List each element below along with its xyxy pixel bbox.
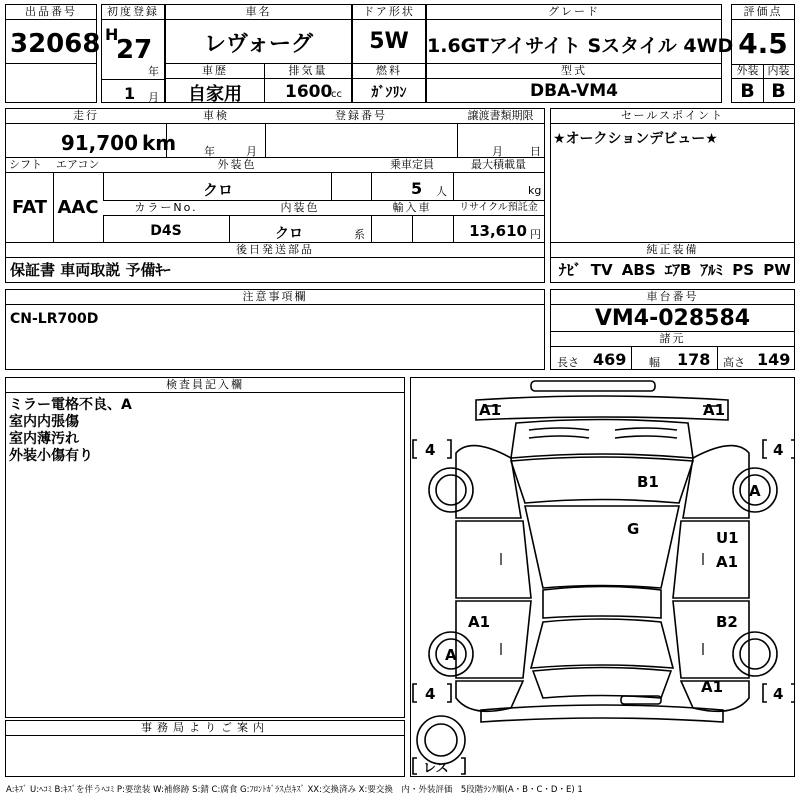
tire-depth-rear-left: 4 — [425, 685, 436, 703]
displacement: 1600 — [285, 82, 333, 102]
int-color-label: 内装色 — [229, 201, 371, 216]
score: 4.5 — [738, 27, 788, 60]
recycle-unit: 円 — [530, 228, 541, 241]
spare-tire-note: レス — [423, 761, 449, 776]
import-label: 輸入車 — [371, 201, 453, 216]
int-score: B — [771, 80, 786, 102]
car-name-label: 車名 — [166, 5, 351, 20]
door-type: 5W — [369, 29, 409, 54]
history: 自家用 — [188, 84, 242, 105]
displacement-label: 排気量 — [265, 64, 351, 79]
inspector-label: 検査員記入欄 — [6, 378, 404, 393]
later-parts: 保証書 車両取説 予備ｷｰ — [10, 261, 171, 279]
width-label: 幅 — [649, 356, 660, 369]
width: 178 — [677, 350, 711, 369]
insp-year-unit: 年 — [204, 145, 215, 158]
grade: 1.6GTアイサイト Sスタイル 4WD — [427, 35, 734, 57]
int-color: クロ — [275, 226, 303, 242]
inspector-line: 室内内張傷 — [9, 414, 79, 430]
inspector-line: ミラー電格不良、A — [9, 397, 132, 413]
notes-text: CN-LR700D — [10, 311, 99, 327]
mileage-label: 走行 — [6, 109, 166, 124]
transfer-month-unit: 月 — [492, 145, 503, 158]
ext-score: B — [740, 80, 755, 102]
shift-label: シフト — [6, 158, 53, 173]
inspector-line: 外装小傷有り — [9, 448, 93, 464]
mark-a1-rear-right: A1 — [701, 678, 724, 696]
load-label: 最大積載量 — [453, 158, 544, 173]
mileage-unit: km — [142, 131, 177, 155]
damage-diagram — [410, 377, 795, 777]
chassis-box — [550, 289, 795, 370]
history-label: 車歴 — [166, 64, 264, 79]
inspector-line: 室内薄汚れ — [9, 431, 79, 447]
office-box — [5, 720, 405, 777]
spec-label: 諸元 — [551, 331, 794, 347]
ext-label: 外装 — [732, 64, 763, 79]
int-color-unit: 系 — [354, 228, 365, 241]
fuel-box — [352, 63, 426, 103]
mark-g: G — [627, 520, 640, 538]
reg-month: 1 — [124, 84, 136, 103]
mark-b1: B1 — [637, 473, 659, 491]
transfer-day-unit: 日 — [530, 145, 541, 158]
chassis-label: 車台番号 — [551, 290, 794, 305]
mileage: 91,700 — [60, 131, 138, 155]
car-name: レヴォーグ — [203, 32, 314, 57]
mark-a-right-front: A — [749, 482, 761, 500]
first-reg-label: 初度登録 — [102, 5, 164, 20]
lot-label: 出品番号 — [6, 5, 96, 20]
history-box — [165, 63, 265, 103]
insp-month-unit: 月 — [246, 145, 257, 158]
later-label: 後日発送部品 — [6, 243, 544, 258]
sales-label: セールスポイント — [551, 109, 794, 124]
reg-year: 27 — [116, 35, 153, 65]
sales-box — [550, 108, 795, 283]
transfer-label: 譲渡書類期限 — [457, 109, 544, 124]
car-outline-diagram — [411, 378, 794, 776]
displacement-box — [264, 63, 352, 103]
legend: A:ｷｽﾞ U:ﾍｺﾐ B:ｷｽﾞを伴うﾍｺﾐ P:要塗装 W:補修跡 S:錆 C:腐食 G:ﾌﾛﾝﾄｶﾞﾗｽ点ｷｽﾞ XX:交換済み X:要交換 内・外装評価 5段階ﾗﾝｸ順(A・B・C・D・E) 1 — [6, 785, 583, 795]
regno-label: 登録番号 — [265, 109, 457, 124]
model-label: 型式 — [427, 64, 721, 79]
mark-a1-front-right: A1 — [703, 401, 726, 419]
mark-a1-front-left: A1 — [479, 401, 502, 419]
length-label: 長さ — [557, 356, 579, 369]
model: DBA-VM4 — [530, 81, 618, 101]
fuel-label: 燃料 — [353, 64, 425, 79]
equip-list: ﾅﾋﾞ TV ABS ｴｱB ｱﾙﾐ PS PW — [559, 261, 791, 279]
door-label: ドア形状 — [353, 5, 425, 20]
equip-label: 純正装備 — [551, 243, 794, 258]
notes-box — [5, 289, 545, 370]
car-name-box — [165, 4, 352, 64]
ext-color: クロ — [202, 181, 233, 199]
mark-u1: U1 — [716, 529, 739, 547]
recycle: 13,610 — [469, 222, 527, 240]
grade-box — [426, 4, 734, 64]
first-reg-box — [101, 4, 165, 103]
tire-depth-front-right: 4 — [773, 441, 784, 459]
tire-depth-front-left: 4 — [425, 441, 436, 459]
ac-label: エアコン — [53, 158, 103, 173]
fuel: ｶﾞｿﾘﾝ — [371, 85, 407, 101]
mark-a1-right-mid: A1 — [716, 553, 739, 571]
grade-label: グレード — [427, 5, 721, 20]
lot-box — [5, 4, 101, 103]
sales-text: ★オークションデビュー★ — [553, 131, 718, 147]
score-box — [731, 4, 795, 103]
recycle-label: リサイクル預託金 — [453, 201, 544, 216]
chassis-number: VM4-028584 — [594, 306, 751, 331]
load-unit: kg — [528, 184, 542, 197]
length: 469 — [593, 350, 627, 369]
office-label: 事務局よりご案内 — [6, 721, 404, 736]
int-label: 内装 — [763, 64, 794, 79]
height: 149 — [757, 350, 791, 369]
capacity-unit: 人 — [436, 185, 447, 198]
capacity-label: 乗車定員 — [371, 158, 453, 173]
door-box — [352, 4, 426, 64]
reg-month-unit: 月 — [148, 91, 159, 104]
colorno: D4S — [150, 223, 182, 239]
capacity: 5 — [411, 179, 423, 198]
model-box — [426, 63, 722, 103]
mark-a-left-rear: A — [445, 646, 457, 664]
inspector-box — [5, 377, 405, 718]
shift: FAT — [11, 197, 48, 218]
inspection-label: 車検 — [166, 109, 266, 124]
info-block — [5, 108, 545, 283]
notes-label: 注意事項欄 — [6, 290, 544, 305]
reg-year-unit: 年 — [148, 65, 159, 78]
tire-depth-rear-right: 4 — [773, 685, 784, 703]
colorno-label: カラーNo. — [103, 201, 229, 216]
ext-color-label: 外装色 — [103, 158, 371, 173]
mark-a1-left-rear: A1 — [468, 613, 491, 631]
height-label: 高さ — [723, 356, 745, 369]
score-label: 評価点 — [732, 5, 794, 20]
era-prefix: H — [105, 25, 119, 44]
displacement-unit: cc — [331, 89, 342, 100]
ac: AAC — [57, 197, 99, 218]
lot-number: 32068 — [10, 29, 101, 59]
mark-b2: B2 — [716, 613, 738, 631]
